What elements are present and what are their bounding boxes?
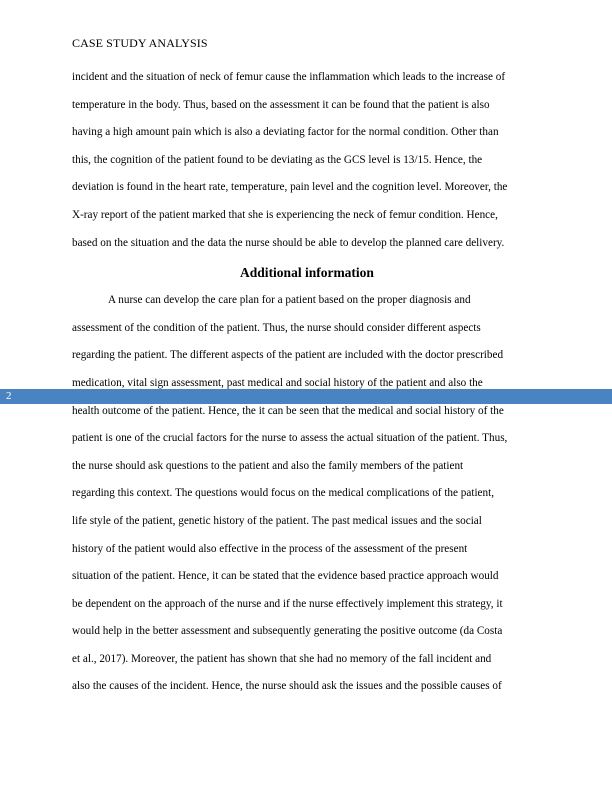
running-head: CASE STUDY ANALYSIS [72, 36, 208, 50]
page-break-band [0, 389, 612, 404]
text-line: X-ray report of the patient marked that she is experiencing the neck of femur condition. Hence, [72, 208, 498, 221]
text-line: deviation is found in the heart rate, temperature, pain level and the cognition level. Moreover, the [72, 181, 508, 194]
paragraph [72, 69, 542, 262]
text-line: would help in the better assessment and subsequently generating the positive outcome (da Costa [72, 625, 503, 638]
text-line: regarding this context. The questions would focus on the medical complications of the patient, [72, 487, 495, 500]
text-line: situation of the patient. Hence, it can be stated that the evidence based practice approach would [72, 570, 499, 583]
page-number: 2 [6, 390, 12, 402]
text-line: incident and the situation of neck of femur cause the inflammation which leads to the increase of [72, 71, 506, 83]
text-line: having a high amount pain which is also a deviating factor for the normal condition. Other than [72, 126, 499, 139]
paragraph [72, 292, 542, 706]
text-line: regarding the patient. The different aspects of the patient are included with the doctor prescribed [72, 349, 504, 362]
text-line: et al., 2017). Moreover, the patient has shown that she had no memory of the fall incident and [72, 652, 492, 665]
text-line: medication, vital sign assessment, past medical and social history of the patient and also the [72, 376, 483, 389]
document-body [72, 69, 542, 706]
text-line: A nurse can develop the care plan for a patient based on the proper diagnosis and [108, 294, 471, 307]
text-line: also the causes of the incident. Hence, the nurse should ask the issues and the possible causes of [72, 680, 502, 693]
section-heading: Additional information [240, 265, 374, 281]
text-line: health outcome of the patient. Hence, the it can be seen that the medical and social history of the [72, 404, 504, 417]
text-line: the nurse should ask questions to the patient and also the family members of the patient [72, 459, 464, 472]
text-line: be dependent on the approach of the nurse and if the nurse effectively implement this strategy, it [72, 597, 503, 610]
text-line: assessment of the condition of the patient. Thus, the nurse should consider different aspects [72, 321, 481, 334]
text-line: temperature in the body. Thus, based on the assessment it can be found that the patient is also [72, 98, 490, 111]
text-line: history of the patient would also effective in the process of the assessment of the present [72, 542, 468, 555]
text-line: this, the cognition of the patient found to be deviating as the GCS level is 13/15. Hence, the [72, 153, 483, 166]
text-line: based on the situation and the data the nurse should be able to develop the planned care delivery. [72, 236, 505, 249]
text-line: patient is one of the crucial factors for the nurse to assess the actual situation of the patient. Thus, [72, 432, 508, 445]
text-line: life style of the patient, genetic history of the patient. The past medical issues and the social [72, 514, 482, 527]
